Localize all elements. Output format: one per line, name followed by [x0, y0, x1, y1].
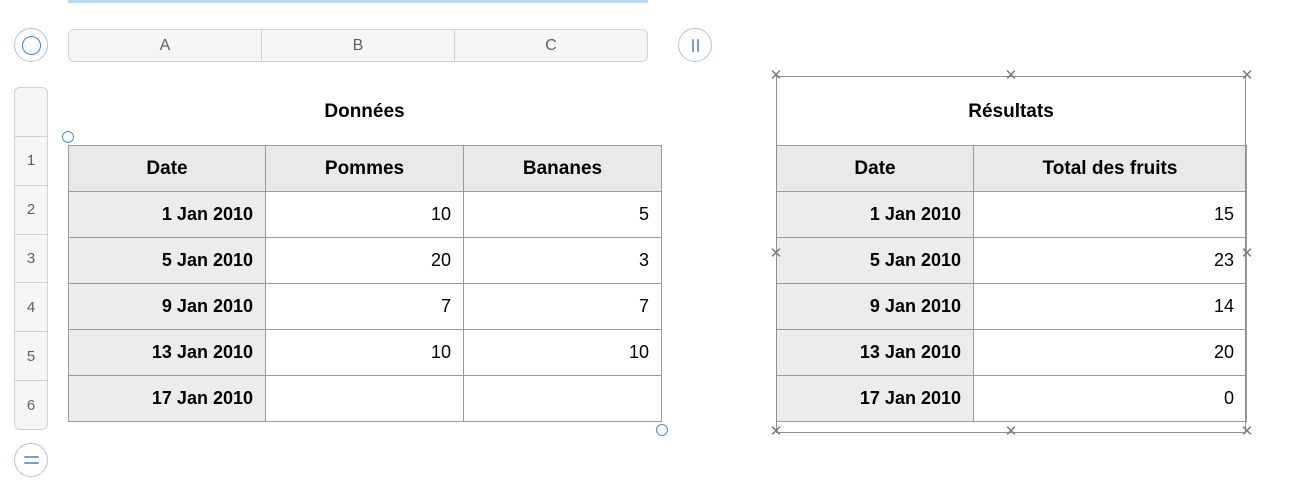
pause-bar-right: [697, 39, 699, 52]
table-row: [69, 376, 662, 422]
resize-handle-middle-left-icon[interactable]: [769, 247, 783, 261]
row-header-5[interactable]: 5: [15, 332, 47, 381]
table-row: [69, 284, 662, 330]
row-header-4[interactable]: 4: [15, 283, 47, 332]
data-header-pommes[interactable]: Pommes: [266, 146, 464, 192]
pause-bar-left: [692, 39, 694, 52]
data-cell-bananes-2[interactable]: 3: [464, 238, 662, 284]
resize-handle-bottom-left-icon[interactable]: [769, 425, 783, 439]
column-header-bar[interactable]: [68, 29, 648, 62]
resize-handle-bottom-center-icon[interactable]: [1004, 425, 1018, 439]
table-row: [777, 330, 1247, 376]
data-header-bananes[interactable]: Bananes: [464, 146, 662, 192]
table-header-row: [69, 146, 662, 192]
table-handle-top-left[interactable]: [62, 131, 74, 143]
column-header-c[interactable]: C: [545, 36, 557, 54]
table-row: [69, 238, 662, 284]
result-cell-date-3[interactable]: 9 Jan 2010: [777, 284, 974, 330]
resize-handle-top-right-icon[interactable]: [1240, 69, 1254, 83]
resize-handle-bottom-right-icon[interactable]: [1240, 425, 1254, 439]
resize-handle-top-center-icon[interactable]: [1004, 69, 1018, 83]
result-cell-total-4[interactable]: 20: [974, 330, 1247, 376]
data-cell-bananes-1[interactable]: 5: [464, 192, 662, 238]
table-row: [777, 284, 1247, 330]
row-header-bar[interactable]: [14, 87, 48, 430]
data-cell-pommes-3[interactable]: 7: [266, 284, 464, 330]
data-cell-bananes-4[interactable]: 10: [464, 330, 662, 376]
resize-handle-top-left-icon[interactable]: [769, 69, 783, 83]
row-header-1[interactable]: 1: [15, 137, 47, 186]
data-cell-bananes-3[interactable]: 7: [464, 284, 662, 330]
result-cell-date-1[interactable]: 1 Jan 2010: [777, 192, 974, 238]
row-header-3[interactable]: 3: [15, 235, 47, 284]
data-cell-date-1[interactable]: 1 Jan 2010: [69, 192, 266, 238]
row-header-2[interactable]: 2: [15, 186, 47, 235]
select-all-circle-handle[interactable]: [14, 28, 48, 62]
result-table-title: Résultats: [968, 101, 1054, 122]
table-row: [777, 192, 1247, 238]
data-cell-pommes-4[interactable]: 10: [266, 330, 464, 376]
result-table[interactable]: [776, 145, 1247, 422]
add-row-handle[interactable]: [14, 443, 48, 477]
equals-bar-bottom: [24, 462, 39, 464]
data-table[interactable]: [68, 145, 662, 422]
table-handle-bottom-right[interactable]: [656, 424, 668, 436]
circle-icon: [22, 36, 41, 55]
add-column-handle[interactable]: [678, 28, 712, 62]
result-header-date[interactable]: Date: [777, 146, 974, 192]
data-cell-bananes-5[interactable]: [464, 376, 662, 422]
data-cell-date-3[interactable]: 9 Jan 2010: [69, 284, 266, 330]
result-cell-date-5[interactable]: 17 Jan 2010: [777, 376, 974, 422]
result-cell-date-2[interactable]: 5 Jan 2010: [777, 238, 974, 284]
data-cell-pommes-1[interactable]: 10: [266, 192, 464, 238]
table-row: [69, 330, 662, 376]
data-cell-date-4[interactable]: 13 Jan 2010: [69, 330, 266, 376]
row-header-6[interactable]: 6: [26, 396, 36, 414]
row-header-blank[interactable]: [15, 88, 47, 137]
data-cell-date-2[interactable]: 5 Jan 2010: [69, 238, 266, 284]
top-rule: [68, 0, 648, 3]
table-row: [69, 192, 662, 238]
result-cell-total-5[interactable]: 0: [974, 376, 1247, 422]
data-table-title: Données: [324, 101, 405, 122]
result-cell-date-4[interactable]: 13 Jan 2010: [777, 330, 974, 376]
result-cell-total-1[interactable]: 15: [974, 192, 1247, 238]
result-cell-total-2[interactable]: 23: [974, 238, 1247, 284]
data-header-date[interactable]: Date: [69, 146, 266, 192]
column-header-b[interactable]: B: [262, 30, 455, 61]
data-cell-pommes-5[interactable]: [266, 376, 464, 422]
table-row: [777, 376, 1247, 422]
data-cell-pommes-2[interactable]: 20: [266, 238, 464, 284]
equals-bar-top: [24, 456, 39, 458]
table-header-row: [777, 146, 1247, 192]
data-cell-date-5[interactable]: 17 Jan 2010: [69, 376, 266, 422]
column-header-a[interactable]: A: [69, 30, 262, 61]
result-header-total[interactable]: Total des fruits: [974, 146, 1247, 192]
resize-handle-middle-right-icon[interactable]: [1240, 247, 1254, 261]
result-cell-total-3[interactable]: 14: [974, 284, 1247, 330]
table-row: [777, 238, 1247, 284]
